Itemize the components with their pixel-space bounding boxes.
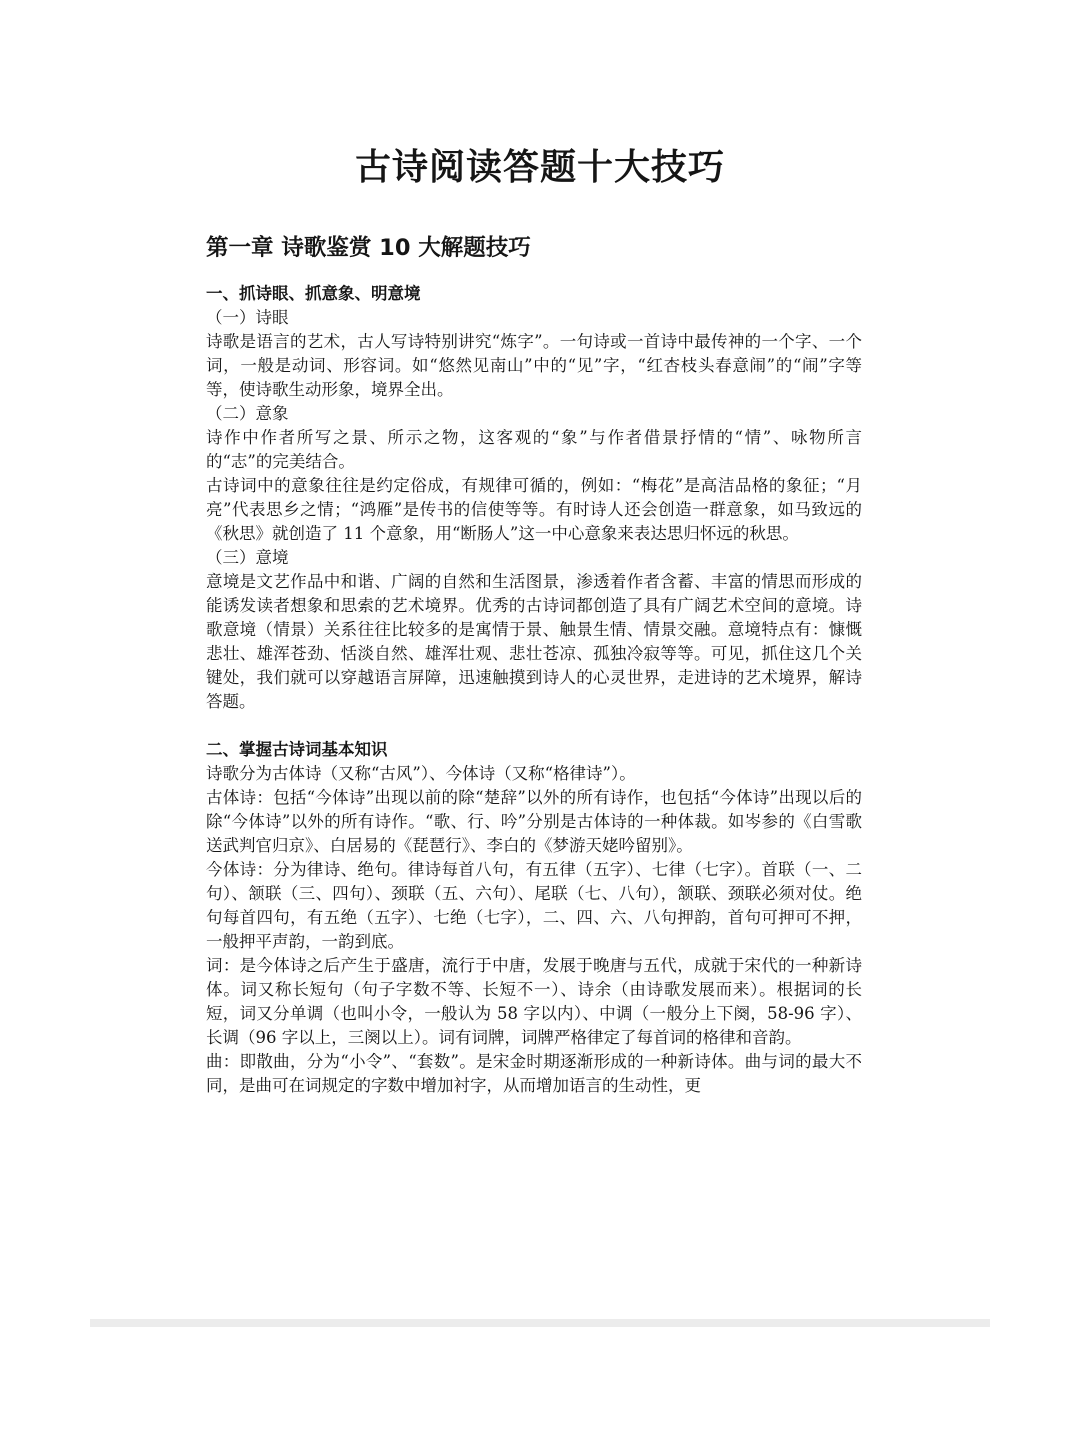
document-body <box>206 228 862 1098</box>
paragraph: 曲：即散曲，分为“小令”、“套数”。是宋金时期逐渐形成的一种新诗体。曲与词的最大不同，是曲可在词规定的字数中增加衬字，从而增加语言的生动性，更 <box>206 1052 862 1095</box>
paragraph: 今体诗：分为律诗、绝句。律诗每首八句，有五律（五字）、七律（七字）。首联（一、二句）、颔联（三、四句）、颈联（五、六句）、尾联（七、八句），颔联、颈联必须对仗。绝句每首四句，有五绝（五字）、七绝（七字），二、四、六、八句押韵，首句可押可不押，一般押平声韵，一韵到底。 <box>206 860 862 951</box>
subheading-yixiang: （二）意象 <box>206 404 289 423</box>
paragraph: 词：是今体诗之后产生于盛唐，流行于中唐，发展于晚唐与五代，成就于宋代的一种新诗体。词又称长短句（句子字数不等、长短不一）、诗余（由诗歌发展而来）。根据词的长短，词又分单调（也叫小令，一般认为 58 字以内）、中调（一般分上下阕，58-96 字）、长调（96 字以上，三阕以上）。词有词牌，词牌严格律定了每首词的格律和音韵。 <box>206 956 862 1047</box>
paragraph: 古诗词中的意象往往是约定俗成，有规律可循的，例如：“梅花”是高洁品格的象征；“月亮”代表思乡之情；“鸿雁”是传书的信使等等。有时诗人还会创造一群意象，如马致远的《秋思》就创造了 11 个意象，用“断肠人”这一中心意象来表达思归怀远的秋思。 <box>206 476 862 543</box>
subheading-yijing: （三）意境 <box>206 548 289 567</box>
section-heading-1: 一、抓诗眼、抓意象、明意境 <box>206 284 421 303</box>
paragraph: 古体诗：包括“今体诗”出现以前的除“楚辞”以外的所有诗作，也包括“今体诗”出现以后的除“今体诗”以外的所有诗作。“歌、行、吟”分别是古体诗的一种体裁。如岑参的《白雪歌送武判官归京》、白居易的《琵琶行》、李白的《梦游天姥吟留别》。 <box>206 788 862 855</box>
paragraph: 意境是文艺作品中和谐、广阔的自然和生活图景，渗透着作者含蓄、丰富的情思而形成的能诱发读者想象和思索的艺术境界。优秀的古诗词都创造了具有广阔艺术空间的意境。诗歌意境（情景）关系往往比较多的是寓情于景、触景生情、情景交融。意境特点有：慷慨悲壮、雄浑苍劲、恬淡自然、雄浑壮观、悲壮苍凉、孤独冷寂等等。可见，抓住这几个关键处，我们就可以穿越语言屏障，迅速触摸到诗人的心灵世界，走进诗的艺术境界，解诗答题。 <box>206 572 862 711</box>
footer-divider <box>90 1319 990 1327</box>
chapter-heading: 第一章 诗歌鉴赏 10 大解题技巧 <box>206 235 531 261</box>
subheading-shiyan: （一）诗眼 <box>206 308 289 327</box>
paragraph: 诗作中作者所写之景、所示之物，这客观的“象”与作者借景抒情的“情”、咏物所言的“志”的完美结合。 <box>206 428 862 471</box>
paragraph: 诗歌是语言的艺术，古人写诗特别讲究“炼字”。一句诗或一首诗中最传神的一个字、一个词，一般是动词、形容词。如“悠然见南山”中的“见”字，“红杏枝头春意闹”的“闹”字等等，使诗歌生动形象，境界全出。 <box>206 332 862 399</box>
page-title: 古诗阅读答题十大技巧 <box>354 147 725 188</box>
paragraph: 诗歌分为古体诗（又称“古风”）、今体诗（又称“格律诗”）。 <box>206 764 636 783</box>
section-heading-2: 二、掌握古诗词基本知识 <box>206 740 388 759</box>
